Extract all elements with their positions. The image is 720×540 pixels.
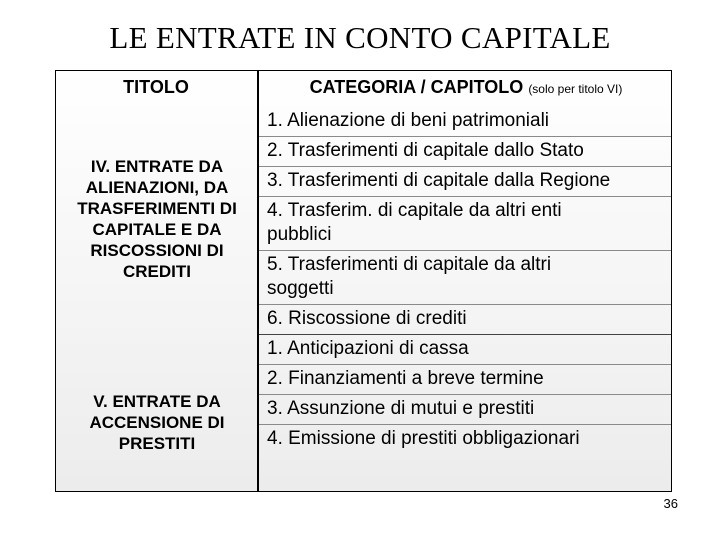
slide-title: LE ENTRATE IN CONTO CAPITALE: [109, 20, 611, 55]
group-label-titolo-iv: [56, 156, 258, 282]
group-label-line: RISCOSSIONI DI: [90, 241, 224, 260]
page-number: 36: [663, 496, 678, 511]
group-label-line: ACCENSIONE DI: [89, 413, 225, 432]
list-item: 1. Anticipazioni di cassa: [259, 335, 671, 365]
list-item: 3. Assunzione di mutui e prestiti: [259, 395, 671, 425]
list-item: 2. Finanziamenti a breve termine: [259, 365, 671, 395]
group-label-line: TRASFERIMENTI DI: [77, 199, 237, 218]
category-list: [259, 107, 671, 454]
list-item: 4. Emissione di prestiti obbligazionari: [267, 428, 580, 449]
column-header-note: (solo per titolo VI): [528, 82, 623, 96]
column-separator-header: [257, 71, 259, 101]
group-label-line: IV. ENTRATE DA: [90, 157, 224, 176]
group-label-line: CAPITALE E DA: [92, 220, 222, 239]
group-label-line: CREDITI: [123, 262, 191, 281]
column-header-titolo: TITOLO: [123, 77, 189, 97]
list-item: 3. Trasferimenti di capitale dalla Regione: [259, 167, 671, 197]
list-item: 5. Trasferimenti di capitale da altri soggetti: [259, 251, 671, 305]
column-header-categoria-label: CATEGORIA / CAPITOLO: [309, 77, 524, 97]
group-label-line: PRESTITI: [118, 434, 196, 453]
group-label-line: V. ENTRATE DA: [93, 392, 221, 411]
list-item: 4. Trasferim. di capitale da altri enti pubblici: [259, 197, 671, 251]
revenue-table: [55, 70, 672, 492]
group-label-line: ALIENAZIONI, DA: [85, 178, 229, 197]
list-item: 1. Alienazione di beni patrimoniali: [259, 107, 671, 137]
column-header-categoria: [261, 77, 671, 98]
list-item: 2. Trasferimenti di capitale dallo Stato: [259, 137, 671, 167]
list-item: 6. Riscossione di crediti: [259, 305, 671, 335]
group-label-titolo-v: [56, 391, 258, 454]
